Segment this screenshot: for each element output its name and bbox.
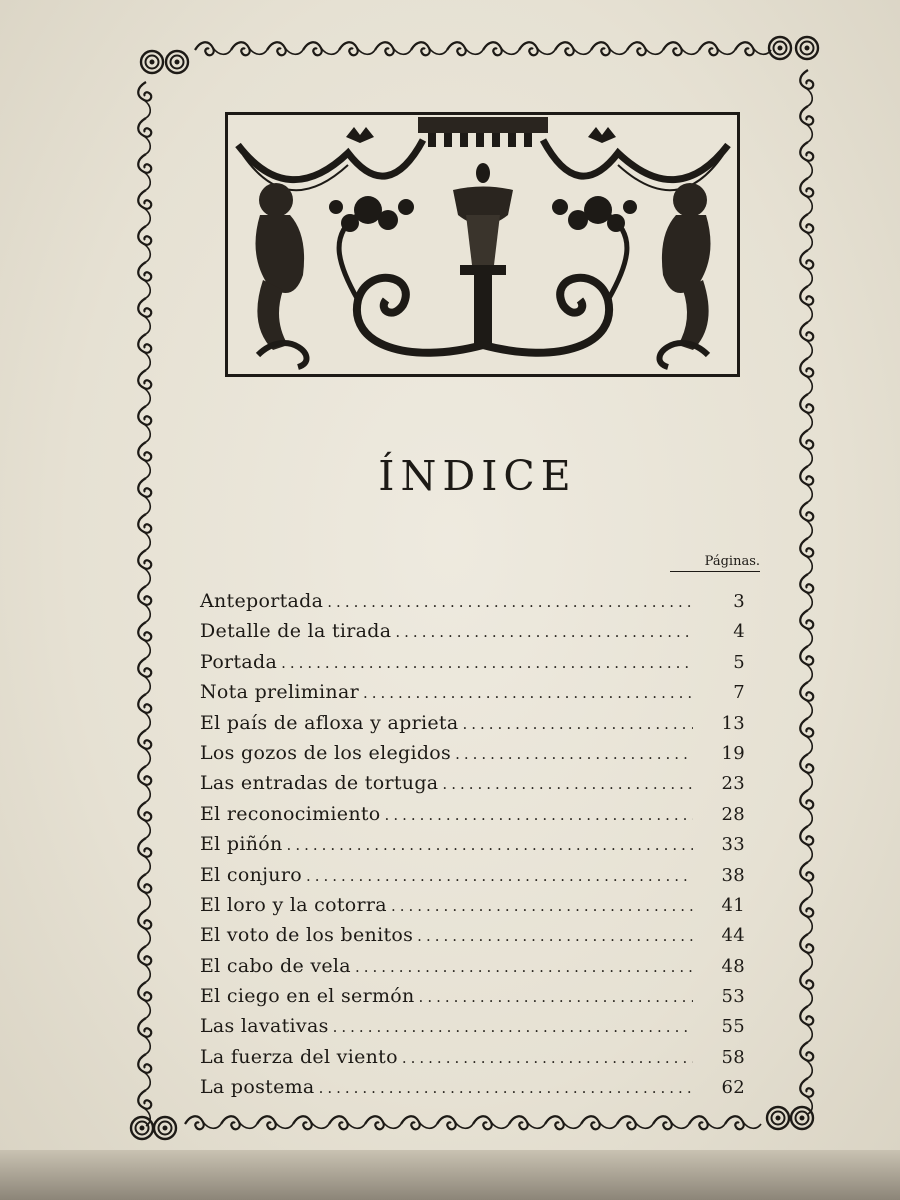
dot-leader bbox=[287, 836, 693, 854]
toc-entry-title: Anteportada bbox=[200, 590, 324, 612]
dot-leader bbox=[462, 715, 693, 733]
pages-column-header: Páginas. bbox=[670, 554, 760, 572]
toc-entry-page: 48 bbox=[721, 955, 745, 977]
dot-leader bbox=[385, 806, 693, 824]
toc-entry-page: 62 bbox=[721, 1077, 745, 1099]
dot-leader bbox=[319, 1079, 693, 1097]
toc-entry-title: El loro y la cotorra bbox=[200, 893, 387, 916]
toc-entry-title: Las entradas de tortuga bbox=[200, 772, 439, 795]
dot-leader bbox=[402, 1049, 693, 1067]
toc-entry bbox=[200, 1015, 745, 1045]
toc-entry bbox=[200, 985, 745, 1015]
toc-entry-title: El reconocimiento bbox=[200, 802, 381, 825]
dot-leader bbox=[395, 623, 693, 641]
toc-entry-title: El voto de los benitos bbox=[200, 924, 414, 947]
toc-entry bbox=[200, 1046, 745, 1076]
toc-entry-page: 13 bbox=[721, 712, 745, 734]
toc-entry-title: El conjuro bbox=[200, 863, 302, 886]
toc-entry bbox=[200, 590, 745, 620]
toc-entry-title: Nota preliminar bbox=[200, 681, 359, 704]
dot-leader bbox=[417, 927, 693, 945]
toc-entry-page: 53 bbox=[721, 986, 745, 1008]
dot-leader bbox=[306, 867, 693, 885]
toc-entry bbox=[200, 681, 745, 711]
toc-entry bbox=[200, 864, 745, 894]
toc-entry bbox=[200, 651, 745, 681]
toc-entry-page: 7 bbox=[733, 682, 745, 704]
toc-entry-title: El cabo de vela bbox=[200, 954, 351, 977]
table-of-contents bbox=[200, 590, 745, 1107]
toc-entry-page: 58 bbox=[721, 1046, 745, 1068]
toc-entry bbox=[200, 955, 745, 985]
toc-entry-page: 44 bbox=[721, 925, 745, 947]
toc-entry-page: 3 bbox=[733, 591, 745, 612]
dot-leader bbox=[363, 684, 693, 702]
dot-leader bbox=[355, 958, 693, 976]
toc-entry-page: 41 bbox=[721, 894, 745, 916]
toc-entry bbox=[200, 772, 745, 802]
toc-entry bbox=[200, 894, 745, 924]
dot-leader bbox=[419, 988, 693, 1006]
toc-entry-page: 19 bbox=[721, 742, 745, 764]
page-edge-shadow bbox=[0, 1150, 900, 1200]
toc-entry bbox=[200, 620, 745, 650]
toc-entry-title: La fuerza del viento bbox=[200, 1045, 398, 1068]
dot-leader bbox=[391, 897, 693, 915]
toc-entry bbox=[200, 803, 745, 833]
dot-leader bbox=[333, 1018, 693, 1036]
dot-leader bbox=[281, 654, 693, 672]
toc-entry bbox=[200, 1076, 745, 1106]
toc-entry-page: 4 bbox=[733, 621, 745, 643]
toc-entry-title: El ciego en el sermón bbox=[200, 985, 415, 1008]
toc-entry-page: 5 bbox=[733, 651, 745, 673]
toc-entry bbox=[200, 742, 745, 772]
toc-entry-page: 33 bbox=[721, 834, 745, 856]
dot-leader bbox=[442, 775, 693, 793]
page-title: ÍNDICE bbox=[378, 452, 577, 500]
cherub-vase-garland-headpiece bbox=[225, 112, 740, 377]
toc-entry-title: La postema bbox=[200, 1076, 315, 1099]
toc-entry-title: Portada bbox=[200, 650, 278, 673]
dot-leader bbox=[327, 593, 693, 611]
toc-entry-title: El país de afloxa y aprieta bbox=[200, 711, 459, 734]
toc-entry bbox=[200, 712, 745, 742]
toc-entry-page: 38 bbox=[721, 864, 745, 886]
toc-entry-title: El piñón bbox=[200, 833, 283, 856]
toc-entry-page: 28 bbox=[721, 803, 745, 825]
toc-entry-title: Las lavativas bbox=[200, 1015, 329, 1038]
dot-leader bbox=[455, 745, 693, 763]
toc-entry bbox=[200, 924, 745, 954]
toc-entry-title: Los gozos de los elegidos bbox=[200, 741, 452, 764]
toc-entry-title: Detalle de la tirada bbox=[200, 620, 392, 643]
toc-entry-page: 23 bbox=[721, 773, 745, 795]
toc-entry-page: 55 bbox=[721, 1016, 745, 1038]
toc-entry bbox=[200, 833, 745, 863]
